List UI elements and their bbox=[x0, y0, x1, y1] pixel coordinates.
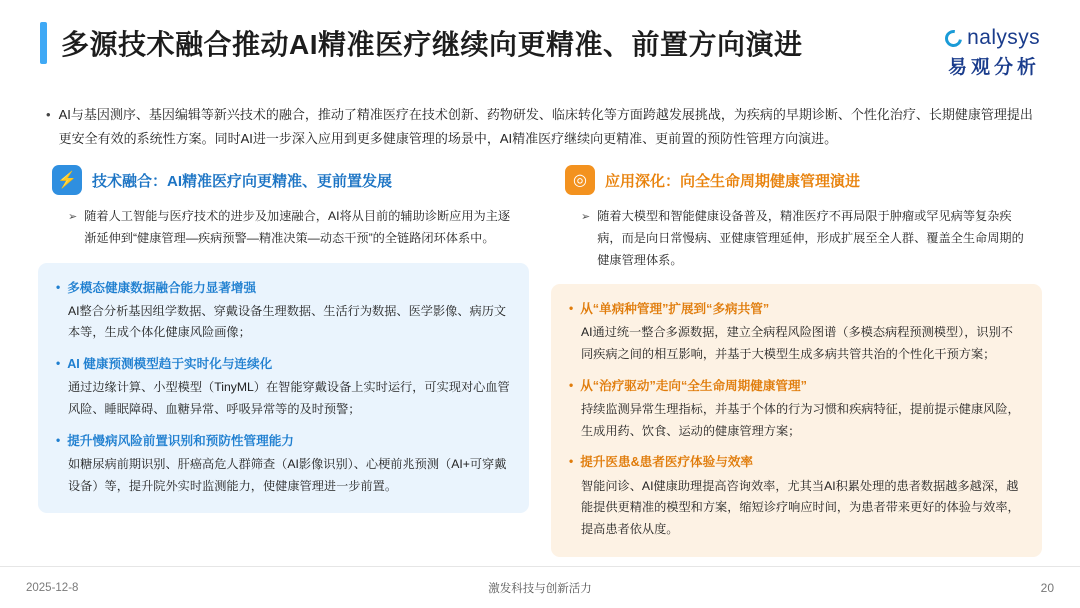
bullet-icon: • bbox=[569, 377, 574, 392]
intro-text: AI与基因测序、基因编辑等新兴技术的融合，推动了精准医疗在技术创新、药物研发、临床转化等方面跨越发展挑战，为疾病的早期诊断、个性化治疗、长期健康管理提出更安全有效的系统性方案。同时AI进一步深入应用到更多健康管理的场景中，AI精准医疗继续向更精准、更前置的预防性管理方向演进。 bbox=[58, 107, 1033, 147]
bullet-icon: • bbox=[56, 356, 61, 371]
item-heading-text: 多模态健康数据融合能力显著增强 bbox=[67, 280, 257, 295]
column-header bbox=[38, 165, 529, 195]
lightning-icon: ⚡ bbox=[52, 165, 82, 195]
list-item bbox=[56, 278, 511, 345]
page-number: 20 bbox=[1040, 580, 1054, 595]
column-application-deepening bbox=[551, 165, 1042, 557]
brand-name-cn: 易观分析 bbox=[947, 57, 1040, 78]
bullet-icon: • bbox=[56, 279, 61, 294]
bullet-icon: • bbox=[569, 301, 574, 316]
intro-bullet: • bbox=[46, 107, 51, 122]
page-footer bbox=[0, 566, 1080, 608]
item-heading-text: AI 健康预测模型趋于实时化与连续化 bbox=[67, 357, 273, 372]
item-heading bbox=[569, 299, 1024, 319]
brand-name-text: nalysys bbox=[967, 26, 1040, 49]
item-heading-text: 从“单病种管理”扩展到“多病共管” bbox=[580, 302, 770, 317]
item-heading bbox=[569, 452, 1024, 472]
target-icon: ◎ bbox=[565, 165, 595, 195]
column-lead-text: 随着人工智能与医疗技术的进步及加速融合，AI将从目前的辅助诊断应用为主逐渐延伸到“健康管理—疾病预警—精准决策—动态干预”的全链路闭环体系中。 bbox=[84, 209, 511, 245]
item-body: AI通过统一整合多源数据，建立全病程风险图谱（多模态病程预测模型），识别不同疾病之间的相互影响，并基于大模型生成多病共管共治的个性化干预方案； bbox=[581, 325, 1013, 362]
column-header bbox=[551, 165, 1042, 195]
list-item bbox=[56, 354, 511, 421]
title-wrap bbox=[40, 22, 803, 64]
column-technology-fusion bbox=[38, 165, 529, 557]
list-item bbox=[569, 452, 1024, 540]
arrow-icon: ➢ bbox=[581, 211, 591, 224]
title-accent-bar bbox=[40, 22, 47, 64]
item-heading-text: 提升慢病风险前置识别和预防性管理能力 bbox=[67, 433, 294, 448]
brand-name-row bbox=[945, 26, 1040, 50]
page-header bbox=[0, 0, 1080, 79]
item-body: 智能问诊、AI健康助理提高咨询效率，尤其当AI积累处理的患者数据越多越深，越能提供更精准的模型和方案，缩短诊疗响应时间，为患者带来更好的体验与效率，提高患者依从度。 bbox=[581, 478, 1020, 536]
item-heading-text: 从“治疗驱动”走向“全生命周期健康管理” bbox=[580, 378, 807, 393]
item-body: 通过边缘计算、小型模型（TinyML）在智能穿戴设备上实时运行，可实现对心血管风险、睡眠障碍、血糖异常、呼吸异常等的及时预警； bbox=[68, 380, 510, 416]
arrow-icon: ➢ bbox=[68, 211, 78, 224]
item-heading bbox=[56, 278, 511, 298]
item-body: AI整合分析基因组学数据、穿戴设备生理数据、生活行为数据、医学影像、病历文本等，生成个体化健康风险画像； bbox=[68, 303, 507, 340]
item-heading bbox=[56, 354, 511, 374]
list-item bbox=[56, 431, 511, 498]
list-item bbox=[569, 299, 1024, 366]
footer-date: 2025-12-8 bbox=[26, 581, 79, 594]
item-body: 持续监测异常生理指标，并基于个体的行为习惯和疾病特征，提前提示健康风险，生成用药、饮食、运动的健康管理方案； bbox=[581, 401, 1020, 438]
column-panel bbox=[551, 284, 1042, 556]
brand-logo bbox=[945, 22, 1040, 79]
item-body: 如糖尿病前期识别、肝癌高危人群筛查（AI影像识别）、心梗前兆预测（AI+可穿戴设备）等，提升院外实时监测能力，使健康管理进一步前置。 bbox=[68, 456, 507, 493]
item-heading bbox=[56, 431, 511, 451]
item-heading-text: 提升医患&患者医疗体验与效率 bbox=[580, 455, 754, 470]
content-columns bbox=[38, 165, 1042, 557]
list-item bbox=[569, 376, 1024, 443]
column-lead bbox=[581, 206, 1034, 271]
intro-paragraph bbox=[46, 103, 1040, 151]
column-lead bbox=[68, 206, 521, 249]
bullet-icon: • bbox=[569, 454, 574, 469]
column-lead-text: 随着大模型和智能健康设备普及，精准医疗不再局限于肿瘤或罕见病等复杂疾病，而是向日常慢病、亚健康管理延伸，形成扩展至全人群、覆盖全生命周期的健康管理体系。 bbox=[597, 209, 1024, 267]
column-title: 应用深化：向全生命周期健康管理演进 bbox=[605, 172, 861, 190]
bullet-icon: • bbox=[56, 432, 61, 447]
analysys-ring-icon bbox=[942, 26, 966, 50]
column-panel bbox=[38, 263, 529, 514]
item-heading bbox=[569, 376, 1024, 396]
column-title: 技术融合：AI精准医疗向更精准、更前置发展 bbox=[92, 172, 393, 190]
footer-slogan: 激发科技与创新活力 bbox=[488, 582, 592, 595]
page-title: 多源技术融合推动AI精准医疗继续向更精准、前置方向演进 bbox=[61, 29, 803, 60]
